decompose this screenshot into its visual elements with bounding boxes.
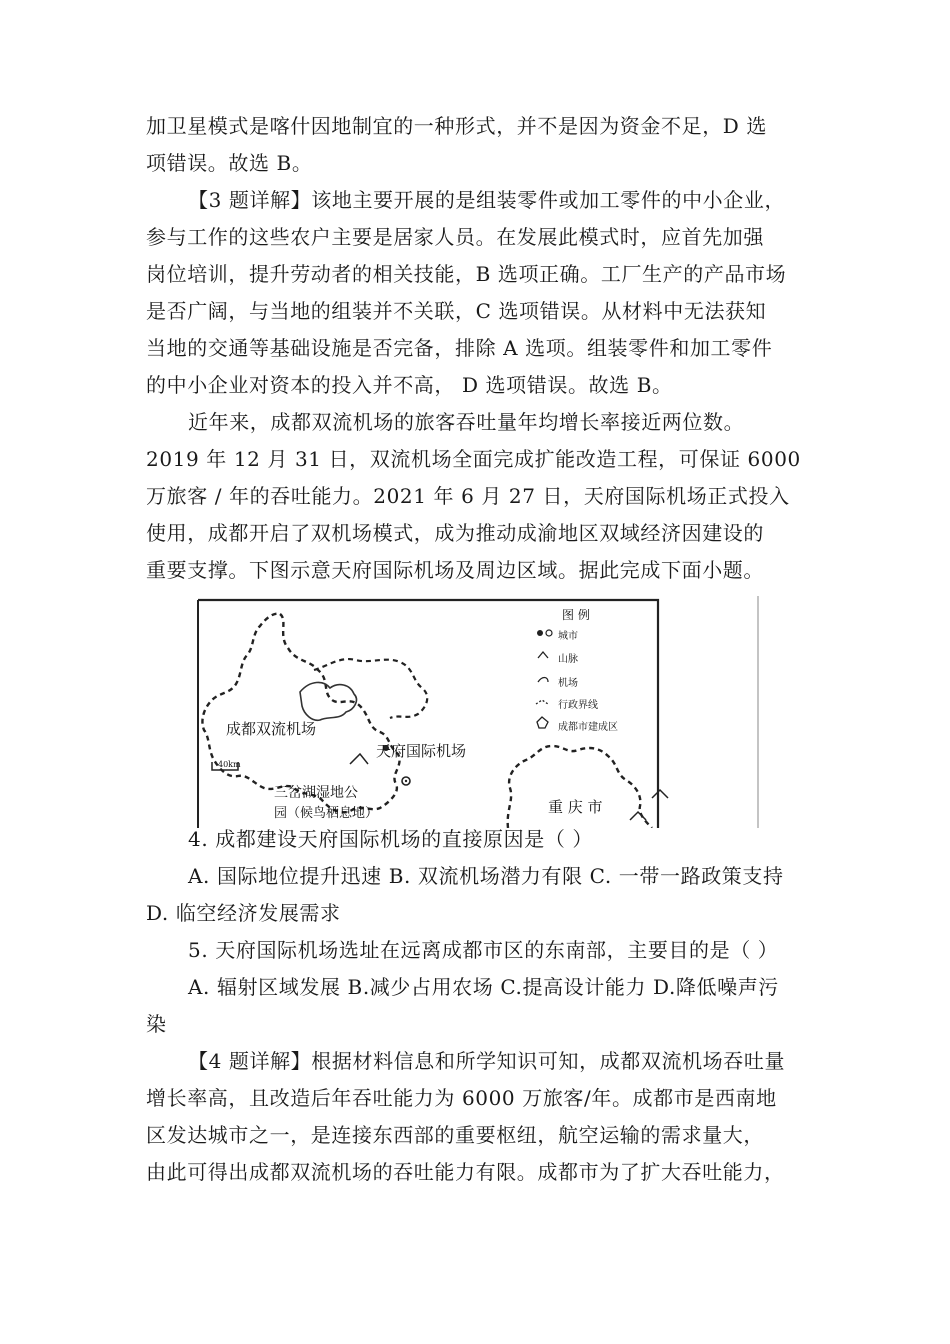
legend-mountain-icon	[538, 652, 548, 658]
question-5-options: A. 辐射区域发展 B.减少占用农场 C.提高设计能力 D.降低噪声污	[188, 975, 779, 999]
park-label-line2: 园（候鸟栖息地）	[274, 806, 379, 821]
question-4-option-d: D. 临空经济发展需求	[146, 901, 341, 925]
city-symbol-dot	[405, 780, 407, 782]
legend-city-icon	[537, 630, 543, 636]
legend-title: 图 例	[562, 608, 590, 622]
text-line: 项错误。故选 B。	[146, 151, 313, 175]
explanation-line: 由此可得出成都双流机场的吞吐能力有限。成都市为了扩大吞吐能力，	[146, 1160, 785, 1184]
chengdu-boundary-east	[314, 659, 427, 718]
text-line: 参与工作的这些农户主要是居家人员。在发展此模式时，应首先加强	[146, 225, 764, 249]
question-4: 4. 成都建设天府国际机场的直接原因是（ ）	[188, 827, 593, 851]
legend-item-airport: 机场	[558, 678, 578, 689]
text-line: 万旅客 / 年的吞吐能力。2021 年 6 月 27 日，天府国际机场正式投入	[146, 484, 790, 508]
mountain-symbol-chongqing	[630, 812, 646, 820]
park-label-line1: 三岔湖湿地公	[274, 785, 358, 801]
question-5: 5. 天府国际机场选址在远离成都市区的东南部，主要目的是（ ）	[188, 938, 779, 962]
explanation-line: 【4 题详解】根据材料信息和所学知识可知，成都双流机场吞吐量	[188, 1049, 786, 1073]
text-line: 2019 年 12 月 31 日，双流机场全面完成扩能改造工程，可保证 6000	[146, 447, 801, 471]
mountain-symbol	[350, 754, 368, 764]
explanation-line: 增长率高，且改造后年吞吐能力为 6000 万旅客/年。成都市是西南地	[146, 1086, 777, 1110]
question-5-options-cont: 染	[146, 1012, 167, 1036]
text-line: 加卫星模式是喀什因地制宜的一种形式，并不是因为资金不足，D 选	[146, 114, 767, 138]
legend-item-city: 城市	[558, 631, 578, 642]
scale-label: 40km	[218, 760, 241, 769]
text-line: 的中小企业对资本的投入并不高， D 选项错误。故选 B。	[146, 373, 673, 397]
shuangliu-airport-label: 成都双流机场	[226, 720, 317, 738]
text-line: 当地的交通等基础设施是否完备，排除 A 选项。组装零件和加工零件	[146, 336, 773, 360]
text-line: 重要支撑。下图示意天府国际机场及周边区域。据此完成下面小题。	[146, 558, 764, 582]
explanation-line: 区发达城市之一，是连接东西部的重要枢纽，航空运输的需求量大，	[146, 1123, 764, 1147]
mountain-symbol-chongqing-2	[652, 790, 668, 798]
legend-item-boundary: 行政界线	[558, 700, 598, 711]
text-line: 【3 题详解】该地主要开展的是组装零件或加工零件的中小企业，	[188, 188, 786, 212]
text-line: 使用，成都开启了双机场模式，成为推动成渝地区双域经济因建设的	[146, 521, 764, 545]
text-line: 岗位培训，提升劳动者的相关技能，B 选项正确。工厂生产的产品市场	[146, 262, 787, 286]
text-line: 近年来，成都双流机场的旅客吞吐量年均增长率接近两位数。	[188, 410, 745, 434]
tianfu-airport-label: 天府国际机场	[376, 742, 467, 760]
text-line: 是否广阔，与当地的组装并不关联，C 选项错误。从材料中无法获知	[146, 299, 767, 323]
question-4-options: A. 国际地位提升迅速 B. 双流机场潜力有限 C. 一带一路政策支持	[188, 864, 784, 888]
legend-item-urban: 成都市建成区	[558, 722, 618, 733]
airport-map-figure	[190, 596, 760, 828]
chongqing-label: 重 庆 市	[548, 798, 603, 816]
legend-item-mountain: 山脉	[558, 654, 578, 665]
chengdu-urban-area	[300, 682, 356, 720]
legend-urban-icon	[537, 717, 548, 728]
map-frame	[198, 600, 658, 828]
legend-airport-icon	[538, 678, 548, 683]
legend-boundary-icon	[536, 700, 548, 704]
